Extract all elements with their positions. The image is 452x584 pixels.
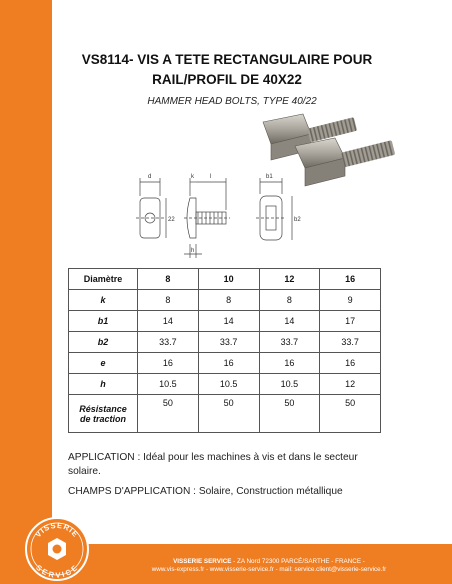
table-cell: 33.7 <box>320 332 381 353</box>
table-cell: 50 <box>259 395 320 433</box>
footer-links: www.vis-express.fr - www.visserie-service.fr - mail: service.client@visserie-service.fr <box>151 566 387 573</box>
table-cell: 12 <box>320 374 381 395</box>
row-label: e <box>69 353 138 374</box>
orange-side-bar <box>0 0 52 584</box>
row-label: h <box>69 374 138 395</box>
dim-label-b2: b2 <box>294 217 301 223</box>
title-line-1: VS8114- VIS A TETE RECTANGULAIRE POUR <box>81 52 373 67</box>
row-label-line-1: Résistance <box>79 403 127 414</box>
header-cell: 8 <box>138 269 199 290</box>
table-cell: 33.7 <box>259 332 320 353</box>
row-label-resistance <box>69 395 138 433</box>
row-label: b2 <box>69 332 138 353</box>
dim-label-b1: b1 <box>266 174 273 180</box>
bolt-2 <box>295 138 395 186</box>
table-header-row <box>69 269 381 290</box>
table-cell: 10.5 <box>259 374 320 395</box>
table-cell: 16 <box>320 353 381 374</box>
document-title <box>62 50 392 90</box>
table-cell: 8 <box>138 290 199 311</box>
footer-company: VISSERIE SERVICE <box>173 558 232 565</box>
table-cell: 14 <box>198 311 259 332</box>
application-scope: CHAMPS D'APPLICATION : Solaire, Construction métallique <box>68 486 343 497</box>
table-row <box>69 290 381 311</box>
document-subtitle: HAMMER HEAD BOLTS, TYPE 40/22 <box>147 96 317 107</box>
table-cell: 33.7 <box>198 332 259 353</box>
visserie-service-logo <box>24 516 90 582</box>
technical-drawing <box>132 170 310 264</box>
dim-label-l: l <box>210 174 212 180</box>
table-cell: 8 <box>198 290 259 311</box>
row-label: k <box>69 290 138 311</box>
table-cell: 50 <box>320 395 381 433</box>
header-cell: 16 <box>320 269 381 290</box>
table-row <box>69 332 381 353</box>
table-cell: 10.5 <box>198 374 259 395</box>
table-row <box>69 395 381 433</box>
table-cell: 9 <box>320 290 381 311</box>
logo-text-top: VISSERIE <box>33 520 81 540</box>
dim-label-h: h <box>191 248 195 254</box>
table-cell: 16 <box>198 353 259 374</box>
table-row <box>69 374 381 395</box>
application-text: APPLICATION : Idéal pour les machines à vis et dans le secteur solaire. <box>68 452 358 477</box>
table-cell: 17 <box>320 311 381 332</box>
table-cell: 50 <box>198 395 259 433</box>
title-line-2: RAIL/PROFIL DE 40X22 <box>152 72 302 87</box>
table-cell: 10.5 <box>138 374 199 395</box>
header-cell: 12 <box>259 269 320 290</box>
table-cell: 33.7 <box>138 332 199 353</box>
table-cell: 16 <box>259 353 320 374</box>
row-label: b1 <box>69 311 138 332</box>
row-label-line-2: de traction <box>79 413 126 424</box>
spec-table <box>68 268 381 433</box>
header-cell: 10 <box>198 269 259 290</box>
table-cell: 50 <box>138 395 199 433</box>
table-cell: 8 <box>259 290 320 311</box>
footer-address-text: - ZA Nord 72300 PARCÉ/SARTHE - FRANCE - <box>231 558 365 565</box>
logo-text-bottom: SERVICE <box>34 562 80 580</box>
table-row <box>69 353 381 374</box>
footer-address <box>104 558 434 565</box>
dim-label-22: 22 <box>168 217 175 223</box>
dim-label-d: d <box>148 174 152 180</box>
table-row <box>69 311 381 332</box>
dim-label-k: k <box>191 174 194 180</box>
table-cell: 14 <box>259 311 320 332</box>
table-cell: 16 <box>138 353 199 374</box>
table-cell: 14 <box>138 311 199 332</box>
header-cell: Diamètre <box>69 269 138 290</box>
